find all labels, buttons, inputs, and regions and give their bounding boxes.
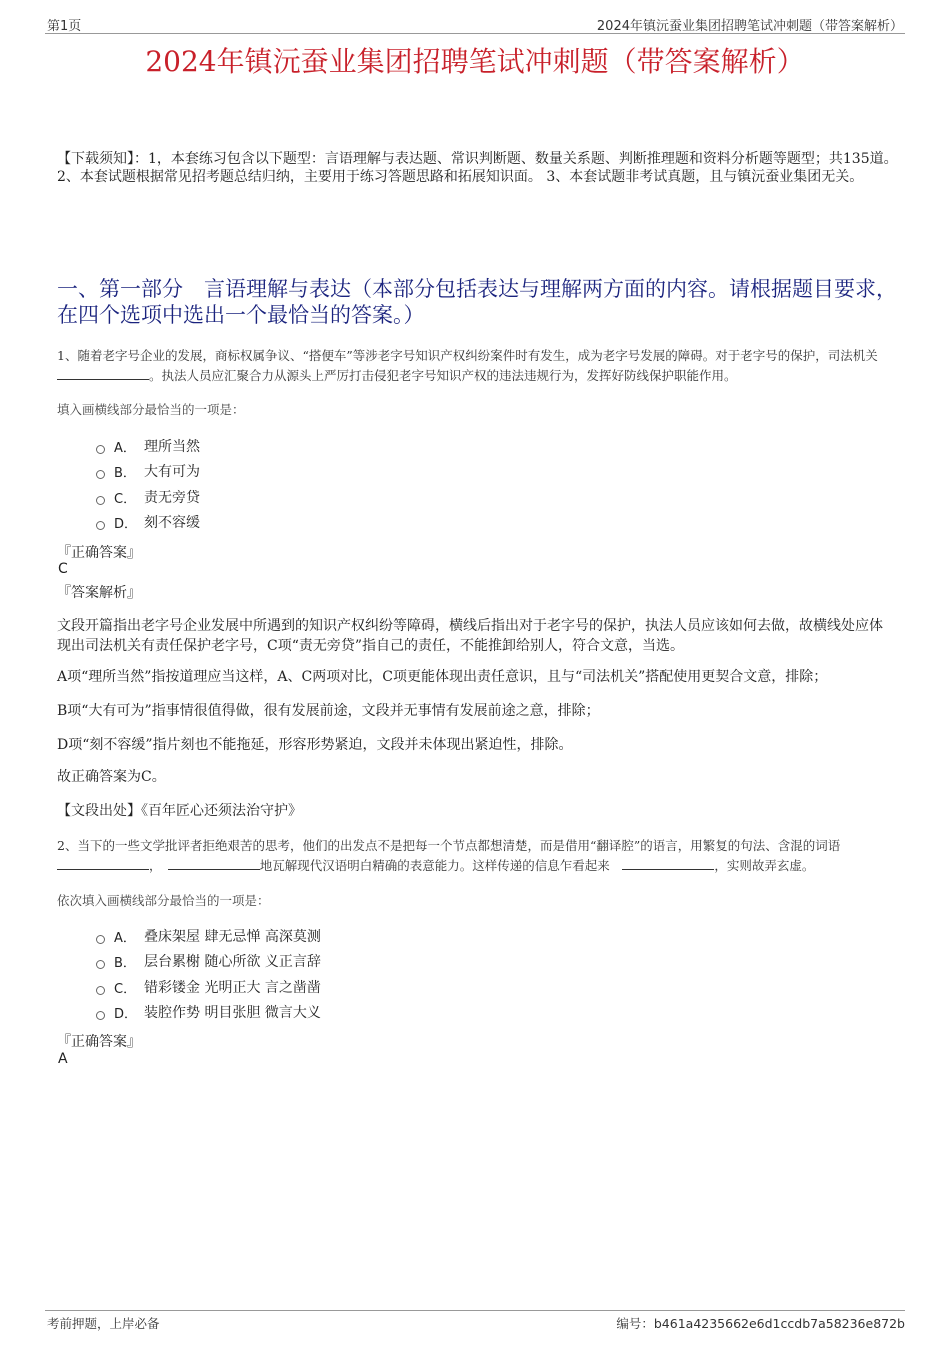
fill-blank [57, 856, 149, 870]
question-2-option-b[interactable] [96, 951, 321, 971]
radio-icon[interactable] [96, 521, 105, 530]
radio-icon[interactable] [96, 960, 105, 969]
header-divider [45, 33, 905, 34]
option-text: 大有可为 [144, 464, 200, 480]
question-1-option-c[interactable] [96, 487, 200, 507]
footer-code [616, 1314, 905, 1332]
correct-answer: C [58, 561, 68, 577]
question-1-option-d[interactable] [96, 512, 200, 532]
option-text: 叠床架屋 肆无忌惮 高深莫测 [144, 929, 321, 945]
radio-icon[interactable] [96, 496, 105, 505]
radio-icon[interactable] [96, 1011, 105, 1020]
option-letter: C． [114, 981, 137, 997]
page-title: 2024年镇沅蚕业集团招聘笔试冲刺题（带答案解析） [145, 45, 805, 78]
answer-label: 『正确答案』 [57, 545, 141, 561]
option-letter: B． [114, 955, 136, 971]
analysis-paragraph: B项“大有可为”指事情很值得做，很有发展前途，文段并无事情有发展前途之意，排除； [57, 703, 600, 719]
option-letter: D． [114, 1006, 138, 1022]
option-letter: A． [114, 440, 136, 456]
question-1-option-a[interactable] [96, 436, 200, 456]
answer-label: 『正确答案』 [57, 1034, 141, 1050]
question-1-prompt: 填入画横线部分最恰当的一项是： [57, 402, 245, 417]
passage-source: 【文段出处】《百年匠心还须法治守护》 [57, 803, 302, 819]
option-text: 错彩镂金 光明正大 言之凿凿 [144, 980, 321, 996]
option-letter: A． [114, 930, 136, 946]
radio-icon[interactable] [96, 986, 105, 995]
question-2-separator: ， [149, 858, 156, 873]
option-text: 理所当然 [144, 439, 200, 455]
correct-answer: A [58, 1051, 68, 1067]
question-2-text-part-c: ，实则故弄玄虚。 [714, 858, 815, 873]
option-text: 责无旁贷 [144, 490, 200, 506]
analysis-paragraph: 故正确答案为C。 [57, 769, 166, 785]
footer-slogan: 考前押题，上岸必备 [47, 1316, 160, 1331]
footer-code-value: b461a4235662e6d1ccdb7a58236e872b [653, 1316, 905, 1331]
analysis-label: 『答案解析』 [57, 585, 141, 601]
option-letter: C． [114, 491, 137, 507]
question-2-prompt: 依次填入画横线部分最恰当的一项是： [57, 893, 270, 908]
section-heading: 一、第一部分 言语理解与表达（本部分包括表达与理解两方面的内容。请根据题目要求，在四个选项中选出一个最恰当的答案。） [57, 277, 897, 327]
radio-icon[interactable] [96, 470, 105, 479]
question-1-text-part-a: 1、随着老字号企业的发展，商标权属争议、“搭便车”等涉老字号知识产权纠纷案件时有发生，成为老字号发展的障碍。对于老字号的保护，司法机关 [57, 348, 878, 363]
option-text: 层台累榭 随心所欲 义正言辞 [144, 954, 321, 970]
fill-blank [622, 856, 714, 870]
footer-code-label: 编号： [616, 1316, 654, 1331]
analysis-paragraph: 文段开篇指出老字号企业发展中所遇到的知识产权纠纷等障碍，横线后指出对于老字号的保护，执法人员应该如何去做，故横线处应体现出司法机关有责任保护老字号，C项“责无旁贷”指自己的责任，不能推卸给别人，符合文意，当选。 [57, 618, 883, 654]
download-notice: 【下载须知】：1，本套练习包含以下题型：言语理解与表达题、常识判断题、数量关系题、判断推理题和资料分析题等题型；共135道。 2、本套试题根据常见招考题总结归纳，主要用于练习答题思路和拓展知识面。 3、本套试题非考试真题，且与镇沅蚕业集团无关。 [57, 151, 898, 185]
question-2-option-c[interactable] [96, 977, 321, 997]
question-2-text [57, 836, 899, 876]
question-2-option-d[interactable] [96, 1002, 321, 1022]
option-letter: B． [114, 465, 136, 481]
option-text: 装腔作势 明目张胆 微言大义 [144, 1005, 321, 1021]
question-1-text [57, 346, 899, 386]
question-1-option-b[interactable] [96, 461, 200, 481]
page-number: 第1页 [47, 19, 82, 34]
question-2-option-a[interactable] [96, 926, 321, 946]
analysis-paragraph: D项“刻不容缓”指片刻也不能拖延，形容形势紧迫，文段并未体现出紧迫性，排除。 [57, 737, 573, 753]
radio-icon[interactable] [96, 935, 105, 944]
radio-icon[interactable] [96, 445, 105, 454]
header-doc-title: 2024年镇沅蚕业集团招聘笔试冲刺题（带答案解析） [596, 19, 903, 34]
footer-divider [45, 1310, 905, 1311]
analysis-paragraph: A项“理所当然”指按道理应当这样，A、C两项对比，C项更能体现出责任意识，且与“司法机关”搭配使用更契合文意，排除； [57, 669, 828, 685]
fill-blank [57, 366, 149, 380]
question-2-text-part-a: 2、当下的一些文学批评者拒绝艰苦的思考，他们的出发点不是把每一个节点都想清楚，而是借用“翻译腔”的语言，用繁复的句法、含混的词语 [57, 838, 841, 853]
fill-blank [168, 856, 260, 870]
option-letter: D． [114, 516, 138, 532]
option-text: 刻不容缓 [144, 515, 200, 531]
question-1-text-part-b: 。执法人员应汇聚合力从源头上严厉打击侵犯老字号知识产权的违法违规行为，发挥好防线保护职能作用。 [149, 368, 737, 383]
question-2-text-part-b: 地瓦解现代汉语明白精确的表意能力。这样传递的信息乍看起来 [259, 858, 610, 873]
